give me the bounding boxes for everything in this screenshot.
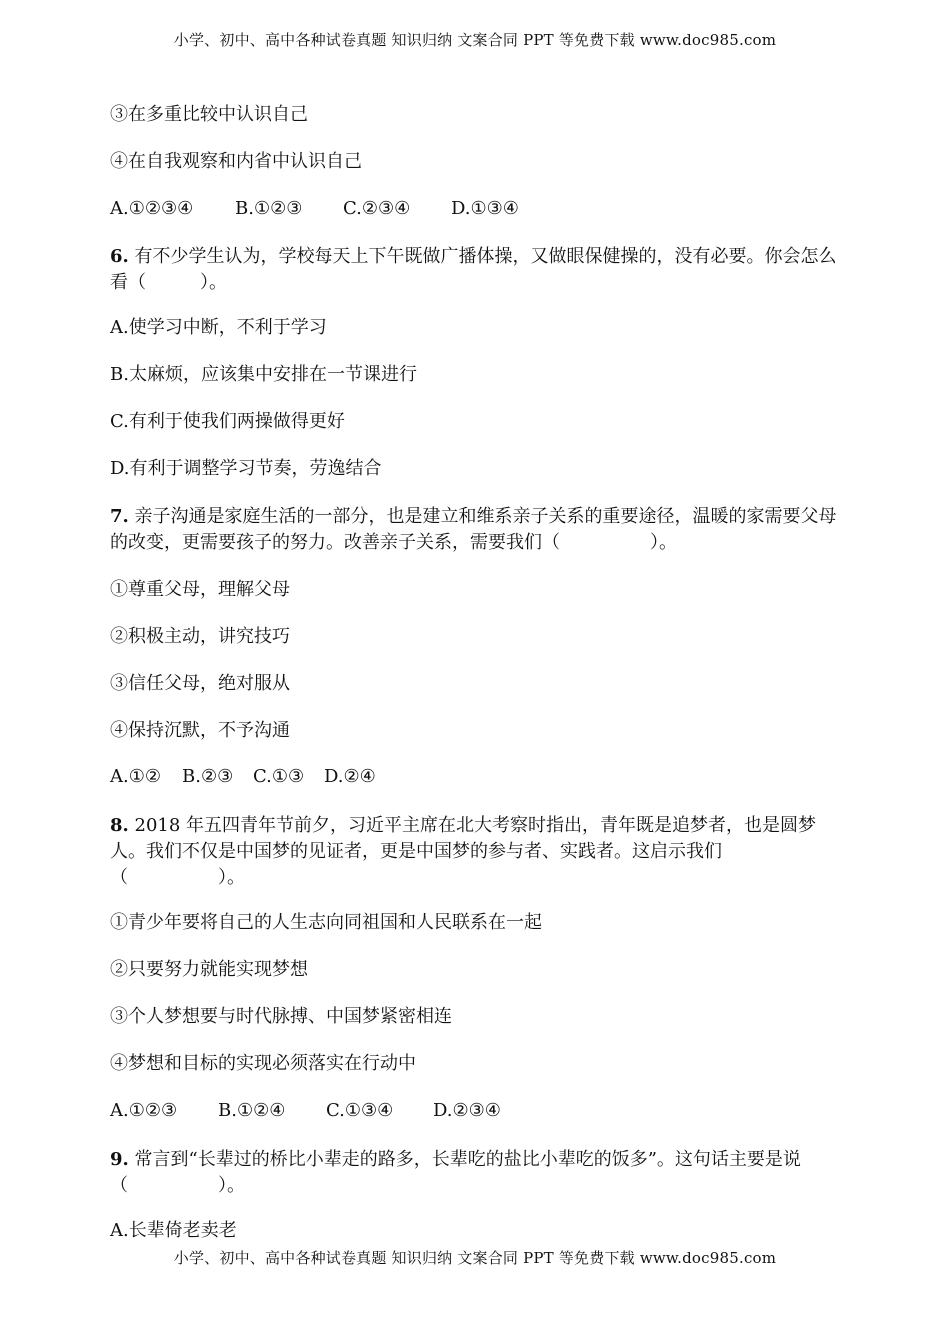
q9-number: 9.: [110, 1149, 129, 1170]
q8-option-b: B.①②④: [218, 1100, 286, 1121]
q8-text: 2018 年五四青年节前夕，习近平主席在北大考察时指出，青年既是追梦者，也是圆梦人。我们不仅是中国梦的见证者，更是中国梦的参与者、实践者。这启示我们（ ）。: [110, 815, 817, 888]
q5-option-a: A.①②③④: [110, 198, 194, 219]
q7-option-b: B.②③: [182, 766, 234, 787]
q7-item-1: ①尊重父母，理解父母: [110, 579, 290, 600]
page-header: 小学、初中、高中各种试卷真题 知识归纳 文案合同 PPT 等免费下载 www.doc985.com: [173, 31, 777, 49]
q8-number: 8.: [110, 815, 129, 836]
q6-option-a: A.使学习中断，不利于学习: [110, 317, 327, 338]
q7-item-3: ③信任父母，绝对服从: [110, 673, 290, 694]
q8-item-3: ③个人梦想要与时代脉搏、中国梦紧密相连: [110, 1006, 452, 1027]
q8-item-1: ①青少年要将自己的人生志向同祖国和人民联系在一起: [110, 912, 542, 933]
q8-item-2: ②只要努力就能实现梦想: [110, 959, 308, 980]
q5-item-4: ④在自我观察和内省中认识自己: [110, 151, 362, 172]
q6-stem: [110, 244, 840, 296]
q7-item-4: ④保持沉默，不予沟通: [110, 720, 290, 741]
q6-option-c: C.有利于使我们两操做得更好: [110, 411, 345, 432]
q5-option-b: B.①②③: [235, 198, 303, 219]
q8-stem: [110, 813, 840, 891]
q7-options: [110, 764, 376, 790]
q8-option-c: C.①③④: [326, 1100, 394, 1121]
q7-stem: [110, 504, 840, 556]
q9-text: 常言到“长辈过的桥比小辈走的路多，长辈吃的盐比小辈吃的饭多”。这句话主要是说（ ）。: [110, 1149, 801, 1196]
q7-number: 7.: [110, 506, 129, 527]
q6-option-d: D.有利于调整学习节奏，劳逸结合: [110, 458, 382, 479]
q8-option-a: A.①②③: [110, 1100, 178, 1121]
q5-option-c: C.②③④: [343, 198, 411, 219]
q5-option-d: D.①③④: [451, 198, 519, 219]
q6-number: 6.: [110, 246, 129, 267]
page-footer: 小学、初中、高中各种试卷真题 知识归纳 文案合同 PPT 等免费下载 www.doc985.com: [173, 1249, 777, 1267]
q7-option-a: A.①②: [110, 766, 161, 787]
q9-stem: [110, 1147, 840, 1199]
q7-item-2: ②积极主动，讲究技巧: [110, 626, 290, 647]
q7-text: 亲子沟通是家庭生活的一部分，也是建立和维系亲子关系的重要途径，温暖的家需要父母的改变，更需要孩子的努力。改善亲子关系，需要我们（ ）。: [110, 506, 837, 553]
q7-option-c: C.①③: [253, 766, 305, 787]
q8-item-4: ④梦想和目标的实现必须落实在行动中: [110, 1053, 416, 1074]
q5-options: [110, 196, 519, 222]
q9-option-a: A.长辈倚老卖老: [110, 1220, 237, 1241]
q6-text: 有不少学生认为，学校每天上下午既做广播体操，又做眼保健操的，没有必要。你会怎么看（ ）。: [110, 246, 837, 293]
q8-options: [110, 1098, 501, 1124]
q8-option-d: D.②③④: [433, 1100, 501, 1121]
q6-option-b: B.太麻烦，应该集中安排在一节课进行: [110, 364, 417, 385]
q5-item-3: ③在多重比较中认识自己: [110, 104, 308, 125]
q7-option-d: D.②④: [324, 766, 376, 787]
